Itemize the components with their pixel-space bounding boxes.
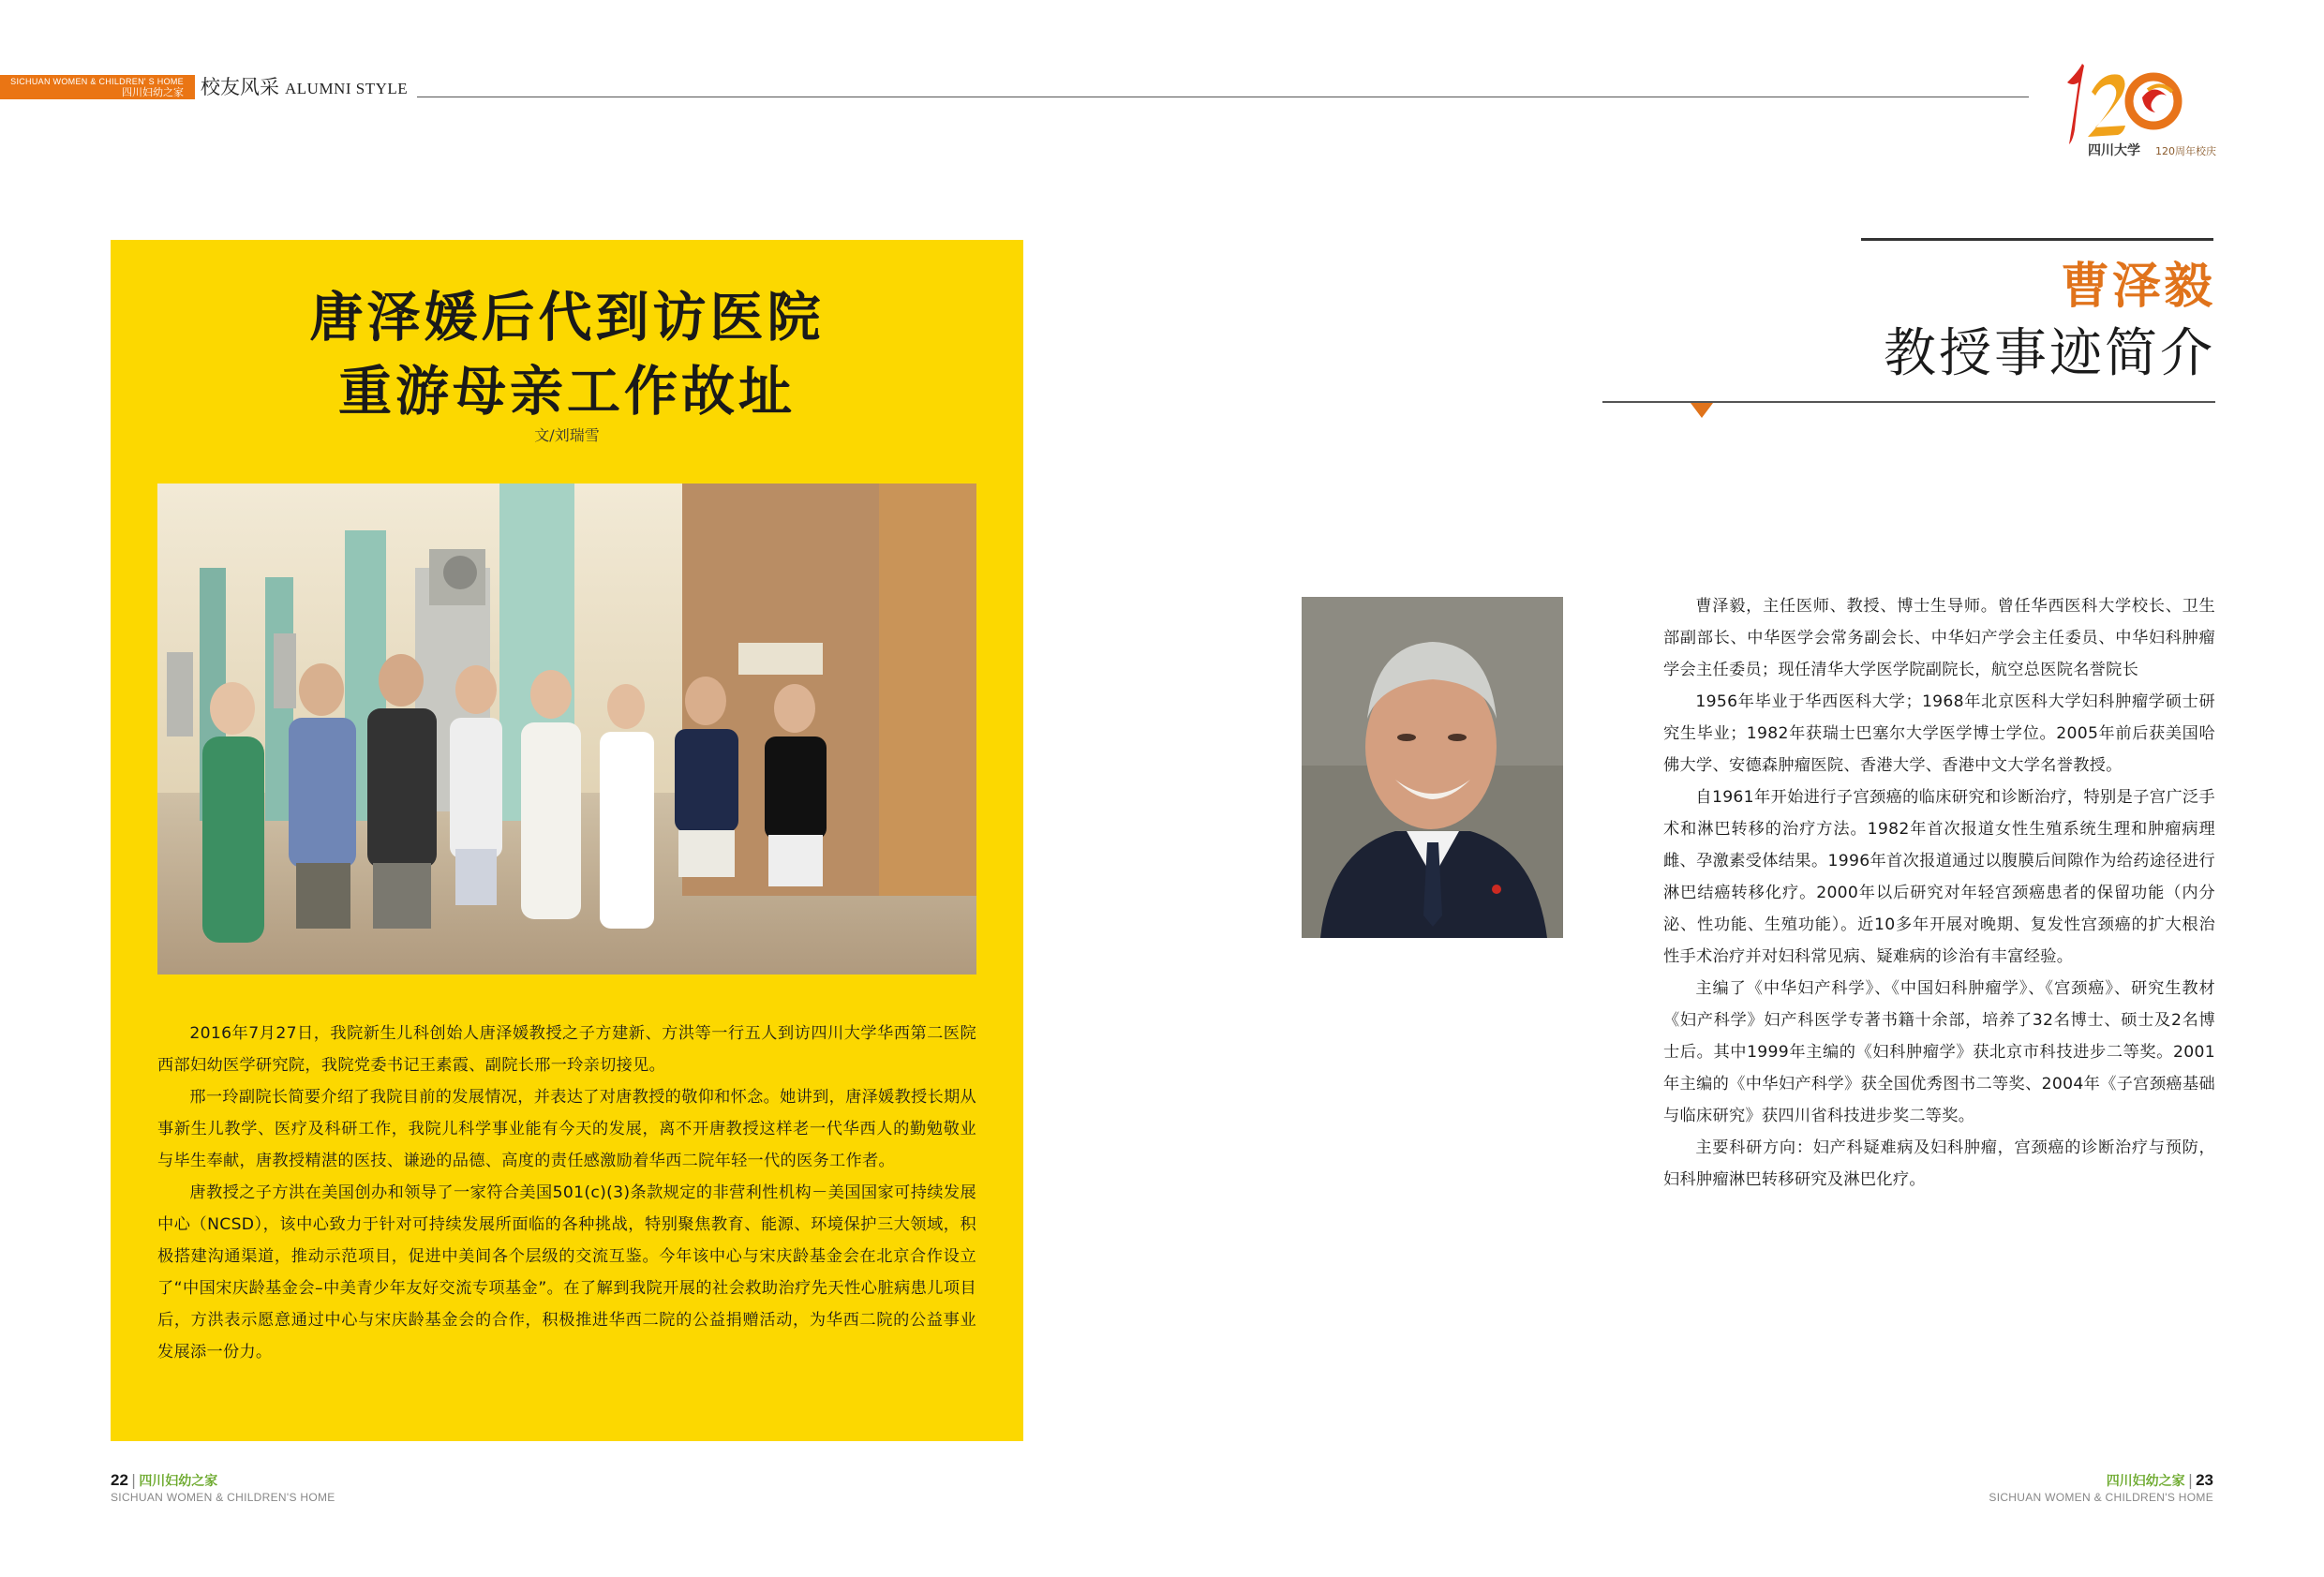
page-number-left: 22: [111, 1471, 128, 1489]
portrait-image: [1302, 597, 1563, 938]
footer-magazine-cn: 四川妇幼之家: [139, 1474, 218, 1489]
footer-magazine-en: SICHUAN WOMEN & CHILDREN'S HOME: [1989, 1491, 2213, 1504]
bio-paragraph: 自1961年开始进行子宫颈癌的临床研究和诊断治疗，特别是子宫广泛手术和淋巴转移的治疗方法。1982年首次报道女性生殖系统生理和肿瘤病理雌、孕激素受体结果。1996年首次报道通过以腹膜后间隙作为给药途径进行淋巴结癌转移化疗。2000年以后研究对年轻宫颈癌患者的保留功能（内分泌、性功能、生殖功能）。近10多年开展对晚期、复发性宫颈癌的扩大根治性手术治疗并对妇科常见病、疑难病的诊治有丰富经验。: [1663, 788, 2215, 966]
footer-separator: |: [2187, 1471, 2194, 1489]
article-paragraph: 唐教授之子方洪在美国创办和领导了一家符合美国501(c)(3)条款规定的非营利性机构－美国国家可持续发展中心（NCSD），该中心致力于针对可持续发展所面临的各种挑战，特别聚焦教育、能源、环境保护三大领域，积极搭建沟通渠道，推动示范项目，促进中美间各个层级的交流互鉴。今年该中心与宋庆龄基金会在北京合作设立了“中国宋庆龄基金会–中美青少年友好交流专项基金”。在了解到我院开展的社会救助治疗先天性心脏病患儿项目后，方洪表示愿意通过中心与宋庆龄基金会的合作，积极推进华西二院的公益捐赠活动，为华西二院的公益事业发展添一份力。: [157, 1183, 976, 1361]
left-article-panel: [111, 240, 1023, 1441]
profile-name: 曹泽毅: [2060, 259, 2215, 315]
article-byline: 文/刘瑞雪: [534, 426, 600, 444]
footer-magazine-cn: 四川妇幼之家: [2106, 1474, 2185, 1489]
header-tag-cn: 四川妇幼之家: [122, 86, 184, 98]
bio-paragraph: 1956年毕业于华西医科大学；1968年北京医科大学妇科肿瘤学硕士研究生毕业；1982年获瑞士巴塞尔大学医学博士学位。2005年前后获美国哈佛大学、安德森肿瘤医院、香港大学、香港中文大学名誉教授。: [1663, 692, 2215, 775]
triangle-marker-icon: [1691, 403, 1713, 418]
footer-right: [1989, 1471, 2213, 1504]
bio-paragraph: 主要科研方向：妇产科疑难病及妇科肿瘤，宫颈癌的诊断治疗与预防，妇科肿瘤淋巴转移研究及淋巴化疗。: [1663, 1138, 2215, 1189]
bio-paragraph: 曹泽毅，主任医师、教授、博士生导师。曾任华西医科大学校长、卫生部副部长、中华医学会常务副会长、中华妇产学会主任委员、中华妇科肿瘤学会主任委员；现任清华大学医学院副院长，航空总医院名誉院长: [1663, 597, 2215, 679]
section-title: [201, 75, 408, 101]
article-title-line2: 重游母亲工作故址: [338, 361, 796, 423]
article-paragraph: 邢一玲副院长简要介绍了我院目前的发展情况，并表达了对唐教授的敬仰和怀念。她讲到，唐泽媛教授长期从事新生儿教学、医疗及科研工作，我院儿科学事业能有今天的发展，离不开唐教授这样老一代华西人的勤勉敬业与毕生奉献，唐教授精湛的医技、谦逊的品德、高度的责任感激励着华西二院年轻一代的医务工作者。: [157, 1088, 976, 1170]
section-title-cn: 校友风采: [201, 76, 279, 98]
profile-title-rule-top: [1861, 238, 2213, 241]
article-paragraph: 2016年7月27日，我院新生儿科创始人唐泽媛教授之子方建新、方洪等一行五人到访四川大学华西第二医院西部妇幼医学研究院，我院党委书记王素霞、副院长邢一玲亲切接见。: [157, 1024, 976, 1075]
bio-paragraph: 主编了《中华妇产科学》、《中国妇科肿瘤学》、《宫颈癌》、研究生教材《妇产科学》妇产科医学专著书籍十余部，培养了32名博士、硕士及2名博士后。其中1999年主编的《妇科肿瘤学》获北京市科技进步二等奖。2001年主编的《中华妇产科学》获全国优秀图书二等奖、2004年《子宫颈癌基础与临床研究》获四川省科技进步奖二等奖。: [1663, 979, 2215, 1125]
footer-magazine-en: SICHUAN WOMEN & CHILDREN'S HOME: [111, 1491, 335, 1504]
article-title-line1: 唐泽媛后代到访医院: [309, 287, 825, 349]
header-tag-en: SICHUAN WOMEN & CHILDREN' S HOME: [10, 77, 184, 86]
anniversary-logo: [2050, 54, 2216, 169]
professor-portrait: [1302, 597, 1563, 938]
logo-university: 四川大学: [2088, 143, 2140, 158]
profile-bio: [1663, 590, 2215, 1196]
section-title-en: ALUMNI STYLE: [285, 80, 409, 97]
group-photo-image: [157, 484, 976, 974]
article-body: [157, 1018, 976, 1368]
logo-anniversary: 120周年校庆: [2155, 145, 2216, 157]
group-photo: [157, 484, 976, 974]
page-number-right: 23: [2196, 1471, 2213, 1489]
header-tag: [0, 75, 195, 99]
article-title: [111, 281, 1023, 429]
footer-separator: |: [130, 1471, 137, 1489]
footer-left: [111, 1471, 335, 1504]
profile-subtitle: 教授事迹简介: [1884, 323, 2215, 384]
